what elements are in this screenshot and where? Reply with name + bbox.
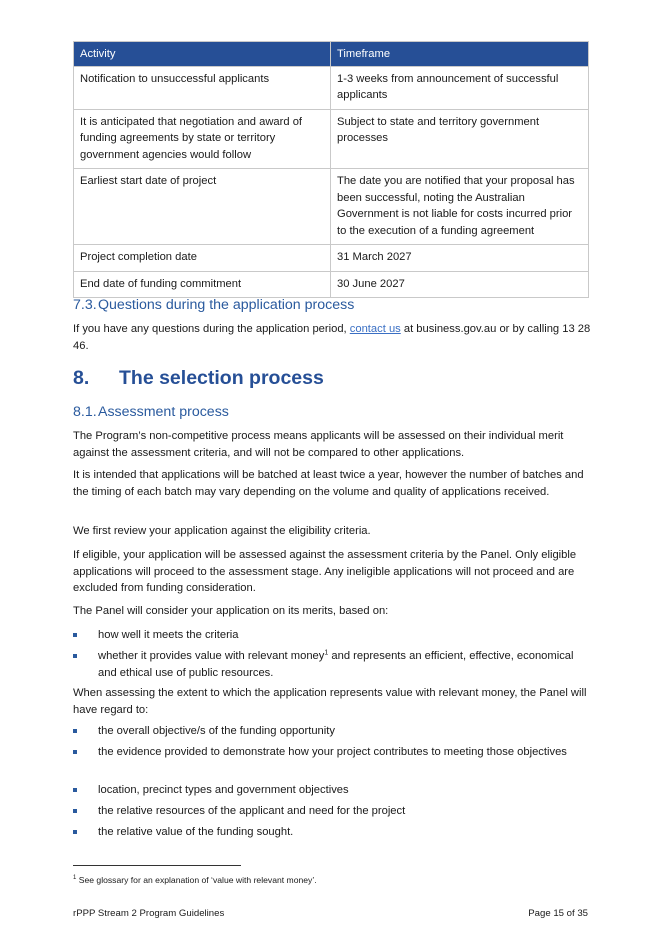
footnote-text: See glossary for an explanation of ‘value with relevant money’. [76, 875, 317, 885]
paragraph: It is intended that applications will be batched at least twice a year, however the number of batches and the timing of each batch may vary depending on the volume and quality of applications received. [73, 469, 584, 498]
table-header-row [74, 42, 589, 67]
section-number: 8.1. [73, 404, 97, 420]
table-cell: 30 June 2027 [331, 271, 589, 298]
list-item [73, 744, 593, 761]
bullet-icon [73, 809, 77, 813]
table-cell: Earliest start date of project [74, 169, 331, 245]
paragraph: The Program’s non-competitive process means applicants will be assessed on their individual merit against the assessment criteria, and will not be compared to other applications. [73, 430, 564, 459]
section-heading-7-3 [73, 296, 354, 314]
table-cell: 1-3 weeks from announcement of successful applicants [331, 66, 589, 109]
list-item-text: how well it meets the criteria [98, 629, 239, 641]
table-row [74, 169, 589, 245]
table-cell: Notification to unsuccessful applicants [74, 66, 331, 109]
timeline-table [73, 41, 589, 298]
list-item-text: the overall objective/s of the funding opportunity [98, 725, 335, 737]
table-cell: It is anticipated that negotiation and award of funding agreements by state or territory government agencies would follow [74, 109, 331, 169]
bullet-icon [73, 729, 77, 733]
list-item-text: the relative resources of the applicant and need for the project [98, 805, 406, 817]
table-row [74, 109, 589, 169]
list-item-text: whether it provides value with relevant money [98, 650, 325, 662]
table-cell: Project completion date [74, 245, 331, 272]
bullet-icon [73, 633, 77, 637]
table-cell: 31 March 2027 [331, 245, 589, 272]
bullet-icon [73, 654, 77, 658]
table-cell: Subject to state and territory government processes [331, 109, 589, 169]
table-cell: The date you are notified that your proposal has been successful, noting the Australian Government is not liable for costs incurred prior to the execution of a funding agreement [331, 169, 589, 245]
section-heading-8-1 [73, 403, 229, 421]
paragraph: The Panel will consider your application on its merits, based on: [73, 605, 389, 617]
section-number: 7.3. [73, 297, 97, 313]
footer-page-number: Page 15 of 35 [528, 908, 588, 919]
footer-document-title: rPPP Stream 2 Program Guidelines [73, 908, 225, 919]
paragraph-text: If you have any questions during the application period, [73, 323, 350, 335]
table-row [74, 271, 589, 298]
table-row [74, 245, 589, 272]
paragraph: If eligible, your application will be assessed against the assessment criteria by the Panel. Only eligible applications will proceed to the assessment stage. Any ineligible applications will not proceed and are excluded from funding consideration. [73, 549, 577, 594]
list-item-text: location, precinct types and government objectives [98, 784, 349, 796]
col-header-activity: Activity [74, 42, 331, 67]
section-title: Questions during the application process [98, 297, 355, 313]
section-number: 8. [73, 367, 90, 389]
section-title: Assessment process [98, 404, 229, 420]
bullet-icon [73, 750, 77, 754]
footnote [73, 874, 317, 886]
list-item [73, 824, 593, 841]
table-cell: End date of funding commitment [74, 271, 331, 298]
col-header-timeframe: Timeframe [331, 42, 589, 67]
list-item [73, 627, 593, 644]
footnote-ref: 1 [324, 649, 329, 657]
list-item [73, 803, 593, 820]
footnote-number: 1 [73, 875, 77, 882]
section-title: The selection process [119, 367, 324, 389]
paragraph: When assessing the extent to which the application represents value with relevant money, the Panel will have regard to: [73, 687, 587, 716]
contact-us-link[interactable]: contact us [349, 323, 401, 335]
list-item-text: the evidence provided to demonstrate how your project contributes to meeting those objectives [98, 746, 567, 758]
list-item-text: and represents an efficient, effective, economical and ethical use of public resources. [98, 650, 574, 679]
paragraph [73, 321, 593, 354]
list-item-text: the relative value of the funding sought. [98, 826, 294, 838]
list-item [73, 782, 593, 799]
bullet-icon [73, 830, 77, 834]
footnote-divider [73, 865, 241, 866]
paragraph-text: at business.gov.au or by calling 13 28 46. [73, 323, 591, 352]
table-row [74, 66, 589, 109]
paragraph: We first review your application against the eligibility criteria. [73, 525, 371, 537]
list-item [73, 648, 593, 681]
section-heading-8 [73, 366, 324, 390]
list-item [73, 723, 593, 740]
bullet-icon [73, 788, 77, 792]
